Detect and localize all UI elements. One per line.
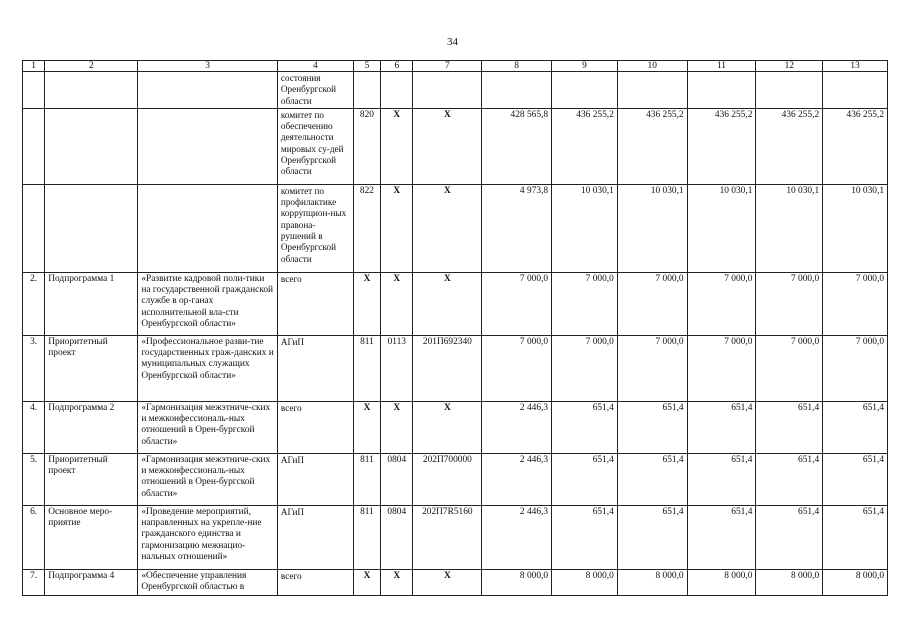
table-row xyxy=(23,272,888,335)
amount-cell xyxy=(756,72,823,109)
executor: комитет по профилактике коррупцион-ных правона-рушений в Оренбургской области xyxy=(277,184,353,272)
program-name: «Гармонизация межэтниче-ских и межконфессиональ-ных отношений в Орен-бургской области» xyxy=(138,401,278,453)
amount-cell: 651,4 xyxy=(687,401,756,453)
amount-cell: 651,4 xyxy=(617,401,687,453)
amount-cell: 436 255,2 xyxy=(552,108,618,184)
page-number: 34 xyxy=(447,36,458,48)
program-type xyxy=(45,184,138,272)
row-number xyxy=(23,184,45,272)
table-row xyxy=(23,401,888,453)
amount-cell: 2 446,3 xyxy=(482,505,552,569)
row-number: 3. xyxy=(23,335,45,401)
amount-cell: 436 255,2 xyxy=(617,108,687,184)
program-name xyxy=(138,72,278,109)
row-number: 6. xyxy=(23,505,45,569)
program-name: «Гармонизация межэтниче-ских и межконфессиональ-ных отношений в Орен-бургской области» xyxy=(138,453,278,505)
amount-cell: 8 000,0 xyxy=(823,569,888,595)
amount-cell: 651,4 xyxy=(687,505,756,569)
section-code: 0804 xyxy=(381,505,413,569)
header-cell: 6 xyxy=(381,61,413,72)
amount-cell: 10 030,1 xyxy=(756,184,823,272)
row-number xyxy=(23,108,45,184)
target-code: 202П7R5160 xyxy=(413,505,482,569)
amount-cell xyxy=(552,72,618,109)
amount-cell: 7 000,0 xyxy=(552,335,618,401)
section-code xyxy=(381,72,413,109)
executor: комитет по обеспечению деятельности мировых су-дей Оренбургской области xyxy=(277,108,353,184)
grbs-code: X xyxy=(353,401,380,453)
amount-cell: 10 030,1 xyxy=(617,184,687,272)
amount-cell: 8 000,0 xyxy=(756,569,823,595)
amount-cell: 10 030,1 xyxy=(823,184,888,272)
executor: АГиП xyxy=(277,335,353,401)
executor: всего xyxy=(277,272,353,335)
amount-cell: 8 000,0 xyxy=(552,569,618,595)
amount-cell: 7 000,0 xyxy=(617,272,687,335)
amount-cell xyxy=(823,72,888,109)
grbs-code: 820 xyxy=(353,108,380,184)
amount-cell: 651,4 xyxy=(552,453,618,505)
target-code: X xyxy=(413,272,482,335)
amount-cell: 2 446,3 xyxy=(482,401,552,453)
amount-cell: 428 565,8 xyxy=(482,108,552,184)
row-number: 7. xyxy=(23,569,45,595)
amount-cell: 7 000,0 xyxy=(482,335,552,401)
grbs-code: 811 xyxy=(353,505,380,569)
amount-cell: 8 000,0 xyxy=(482,569,552,595)
table-row xyxy=(23,335,888,401)
amount-cell: 651,4 xyxy=(756,401,823,453)
section-code: 0113 xyxy=(381,335,413,401)
table-row xyxy=(23,569,888,595)
program-type: Приоритетный проект xyxy=(45,335,138,401)
amount-cell: 4 973,8 xyxy=(482,184,552,272)
executor: АГиП xyxy=(277,453,353,505)
amount-cell xyxy=(617,72,687,109)
amount-cell: 10 030,1 xyxy=(552,184,618,272)
table-row xyxy=(23,72,888,109)
header-cell: 13 xyxy=(823,61,888,72)
amount-cell: 7 000,0 xyxy=(552,272,618,335)
target-code: X xyxy=(413,569,482,595)
amount-cell: 651,4 xyxy=(756,453,823,505)
amount-cell: 651,4 xyxy=(823,401,888,453)
amount-cell: 651,4 xyxy=(756,505,823,569)
grbs-code: X xyxy=(353,569,380,595)
row-number: 4. xyxy=(23,401,45,453)
program-name: «Обеспечение управления Оренбургской областью в xyxy=(138,569,278,595)
amount-cell: 7 000,0 xyxy=(756,335,823,401)
target-code: 201П692340 xyxy=(413,335,482,401)
program-name xyxy=(138,184,278,272)
amount-cell: 651,4 xyxy=(823,453,888,505)
program-type xyxy=(45,108,138,184)
table-row xyxy=(23,453,888,505)
amount-cell: 651,4 xyxy=(617,505,687,569)
grbs-code: X xyxy=(353,272,380,335)
section-code: X xyxy=(381,108,413,184)
program-type xyxy=(45,72,138,109)
amount-cell: 8 000,0 xyxy=(687,569,756,595)
amount-cell: 2 446,3 xyxy=(482,453,552,505)
program-type: Основное меро-приятие xyxy=(45,505,138,569)
executor: всего xyxy=(277,569,353,595)
amount-cell: 7 000,0 xyxy=(687,335,756,401)
header-cell: 12 xyxy=(756,61,823,72)
section-code: X xyxy=(381,272,413,335)
amount-cell xyxy=(482,72,552,109)
program-type: Приоритетный проект xyxy=(45,453,138,505)
target-code xyxy=(413,72,482,109)
grbs-code: 811 xyxy=(353,453,380,505)
amount-cell: 651,4 xyxy=(552,401,618,453)
header-cell: 7 xyxy=(413,61,482,72)
grbs-code xyxy=(353,72,380,109)
amount-cell: 7 000,0 xyxy=(823,272,888,335)
amount-cell: 651,4 xyxy=(617,453,687,505)
program-name: «Развитие кадровой поли-тики на государственной гражданской службе в ор-ганах исполнительной вла-сти Оренбургской области» xyxy=(138,272,278,335)
row-number: 5. xyxy=(23,453,45,505)
amount-cell: 7 000,0 xyxy=(482,272,552,335)
amount-cell: 651,4 xyxy=(687,453,756,505)
amount-cell: 436 255,2 xyxy=(687,108,756,184)
grbs-code: 811 xyxy=(353,335,380,401)
amount-cell: 7 000,0 xyxy=(823,335,888,401)
amount-cell: 8 000,0 xyxy=(617,569,687,595)
row-number xyxy=(23,72,45,109)
grbs-code: 822 xyxy=(353,184,380,272)
header-cell: 11 xyxy=(687,61,756,72)
budget-table xyxy=(22,60,888,596)
amount-cell: 7 000,0 xyxy=(687,272,756,335)
section-code: 0804 xyxy=(381,453,413,505)
amount-cell: 7 000,0 xyxy=(617,335,687,401)
program-name xyxy=(138,108,278,184)
table-row xyxy=(23,505,888,569)
target-code: 202П700000 xyxy=(413,453,482,505)
header-cell: 3 xyxy=(138,61,278,72)
amount-cell xyxy=(687,72,756,109)
amount-cell: 7 000,0 xyxy=(756,272,823,335)
section-code: X xyxy=(381,401,413,453)
program-type: Подпрограмма 1 xyxy=(45,272,138,335)
table-row xyxy=(23,184,888,272)
amount-cell: 436 255,2 xyxy=(823,108,888,184)
target-code: X xyxy=(413,401,482,453)
amount-cell: 651,4 xyxy=(823,505,888,569)
program-name: «Проведение мероприятий, направленных на укрепле-ние гражданского единства и гармонизацию межнацио-нальных отношений» xyxy=(138,505,278,569)
section-code: X xyxy=(381,569,413,595)
amount-cell: 10 030,1 xyxy=(687,184,756,272)
section-code: X xyxy=(381,184,413,272)
header-cell: 8 xyxy=(482,61,552,72)
target-code: X xyxy=(413,184,482,272)
program-name: «Профессиональное разви-тие государственных граж-данских и муниципальных служащих Оренбургской области» xyxy=(138,335,278,401)
header-cell: 2 xyxy=(45,61,138,72)
row-number: 2. xyxy=(23,272,45,335)
amount-cell: 651,4 xyxy=(552,505,618,569)
executor: состояния Оренбургской области xyxy=(277,72,353,109)
target-code: X xyxy=(413,108,482,184)
header-cell: 5 xyxy=(353,61,380,72)
executor: всего xyxy=(277,401,353,453)
header-cell: 10 xyxy=(617,61,687,72)
header-cell: 4 xyxy=(277,61,353,72)
amount-cell: 436 255,2 xyxy=(756,108,823,184)
header-row xyxy=(23,61,888,72)
header-cell: 9 xyxy=(552,61,618,72)
executor: АГиП xyxy=(277,505,353,569)
program-type: Подпрограмма 2 xyxy=(45,401,138,453)
program-type: Подпрограмма 4 xyxy=(45,569,138,595)
table-row xyxy=(23,108,888,184)
header-cell: 1 xyxy=(23,61,45,72)
